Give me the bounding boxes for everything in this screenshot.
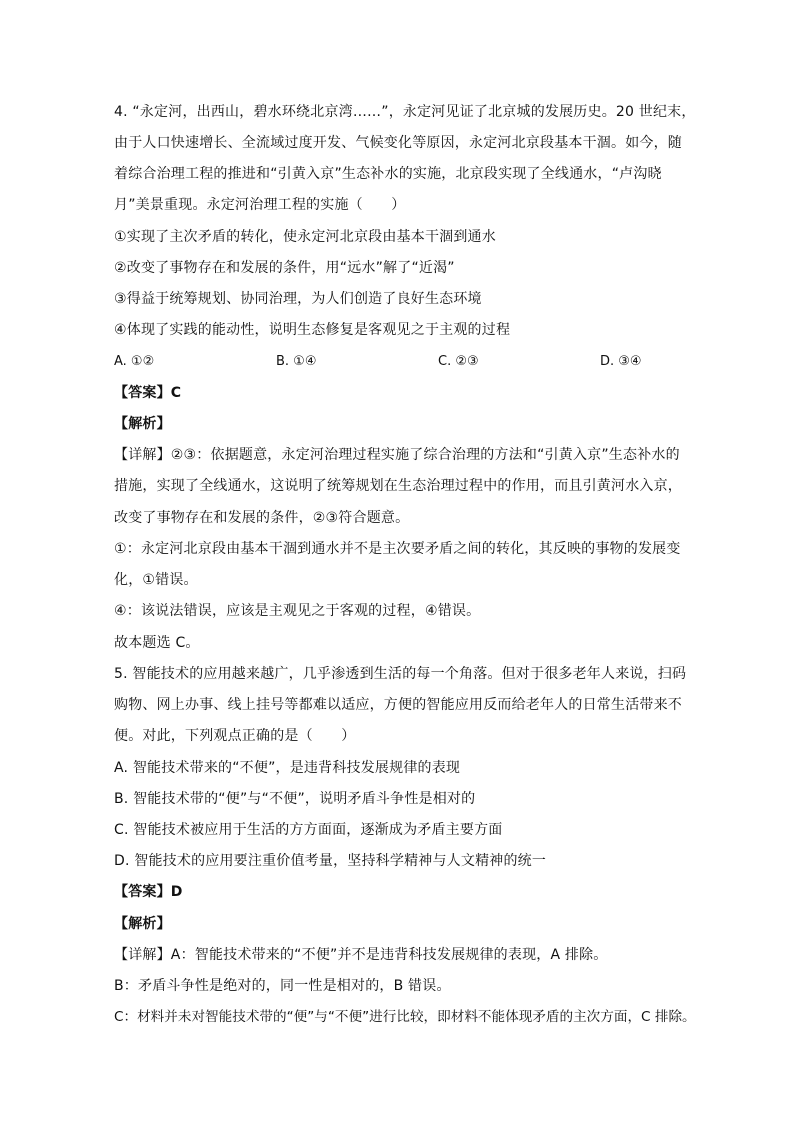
q4-option-a: A. ①②	[114, 354, 155, 369]
q5-stem-line-2: 购物、网上办事、线上挂号等都难以适应，方便的智能应用反而给老年人的日常生活带来不	[114, 697, 682, 713]
q4-explain-line-4: ①：永定河北京段由基本干涸到通水并不是主次要矛盾之间的转化，其反映的事物的发展变	[114, 541, 681, 557]
q5-explain-line-1: 【详解】A：智能技术带来的“不便”并不是违背科技发展规律的表现，A 排除。	[114, 947, 608, 963]
q5-option-b: B. 智能技术带的“便”与“不便”，说明矛盾斗争性是相对的	[114, 791, 476, 807]
q4-statement-3: ③得益于统筹规划、协同治理，为人们创造了良好生态环境	[114, 291, 482, 307]
q4-explain-line-2: 措施，实现了全线通水，这说明了统筹规划在生态治理过程中的作用，而且引黄河水入京，	[114, 478, 682, 494]
q5-option-a: A. 智能技术带来的“不便”，是违背科技发展规律的表现	[114, 760, 461, 776]
q4-option-b: B. ①④	[276, 354, 317, 369]
q5-stem-line-1: 5. 智能技术的应用越来越广，几乎渗透到生活的每一个角落。但对于很多老年人来说，扫码	[114, 666, 687, 682]
q4-answer: 【答案】C	[114, 385, 182, 401]
q4-statement-4: ④体现了实践的能动性，说明生态修复是客观见之于主观的过程	[114, 322, 511, 338]
q4-explain-line-6: ④：该说法错误，应该是主观见之于客观的过程，④错误。	[114, 603, 481, 619]
q4-explain-line-1: 【详解】②③：依据题意，永定河治理过程实施了综合治理的方法和“引黄入京”生态补水的	[114, 447, 680, 463]
q4-option-d: D. ③④	[600, 354, 642, 369]
q4-explain-line-3: 改变了事物存在和发展的条件，②③符合题意。	[114, 510, 410, 526]
q4-option-c: C. ②③	[438, 354, 479, 369]
q5-answer: 【答案】D	[114, 884, 183, 900]
q5-explain-line-2: B：矛盾斗争性是绝对的，同一性是相对的，B 错误。	[114, 978, 451, 994]
q5-stem-line-3: 便。对此，下列观点正确的是（ ）	[114, 728, 356, 744]
q4-explain-line-7: 故本题选 C。	[114, 635, 200, 651]
q4-stem-line-3: 着综合治理工程的推进和“引黄入京”生态补水的实施，北京段实现了全线通水，“卢沟晓	[114, 166, 662, 182]
q4-analysis-label: 【解析】	[114, 416, 171, 432]
q4-stem-line-4: 月”美景重现。永定河治理工程的实施（ ）	[114, 197, 406, 213]
q5-analysis-label: 【解析】	[114, 916, 171, 932]
q5-explain-line-3: C：材料并未对智能技术带的“便”与“不便”进行比较，即材料不能体现矛盾的主次方面，C 排除。	[114, 1009, 696, 1025]
q5-option-d: D. 智能技术的应用要注重价值考量，坚持科学精神与人文精神的统一	[114, 853, 547, 869]
q4-statement-1: ①实现了主次矛盾的转化，使永定河北京段由基本干涸到通水	[114, 229, 496, 245]
q5-option-c: C. 智能技术被应用于生活的方方面面，逐渐成为矛盾主要方面	[114, 822, 503, 838]
q4-explain-line-5: 化，①错误。	[114, 572, 198, 588]
q4-stem-line-1: 4. “永定河，出西山，碧水环绕北京湾……”，永定河见证了北京城的发展历史。20 世纪末，	[114, 104, 696, 120]
q4-statement-2: ②改变了事物存在和发展的条件，用“远水”解了“近渴”	[114, 260, 455, 276]
q4-stem-line-2: 由于人口快速增长、全流域过度开发、气候变化等原因，永定河北京段基本干涸。如今，随	[114, 135, 682, 151]
